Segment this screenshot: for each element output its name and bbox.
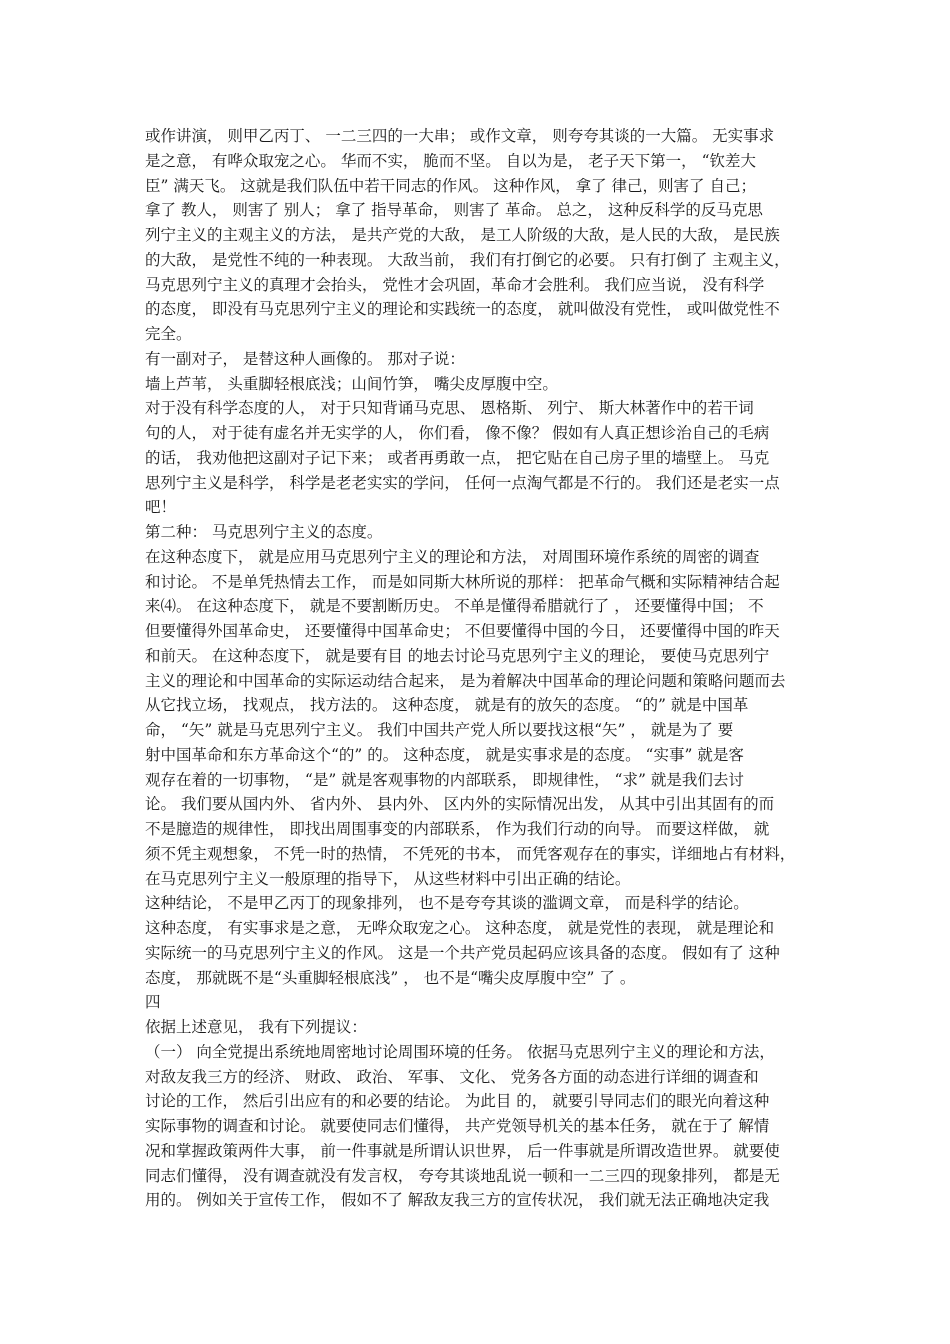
text-line: 依据上述意见， 我有下列提议：	[145, 1018, 367, 1036]
text-line: 在马克思列宁主义一般原理的指导下， 从这些材料中引出正确的结论。	[145, 869, 631, 888]
text-line: 句的人， 对于徒有虚名并无实学的人， 你们看， 像不像？ 假如有人真正想诊治自己的毛病	[145, 424, 770, 442]
text-line: 实际事物的调查和讨论。 就要使同志们懂得， 共产党领导机关的基本任务， 就在于了 解情	[145, 1117, 770, 1135]
text-line: 来⑷。 在这种态度下， 就是不要割断历史。 不单是懂得希腊就行了 ， 还要懂得中国； 不	[145, 597, 764, 616]
text-line: 不是臆造的规律性， 即找出周围事变的内部联系， 作为我们行动的向导。 而要这样做， 就	[145, 820, 770, 838]
text-line: 和讨论。 不是单凭热情去工作， 而是如同斯大林所说的那样： 把革命气概和实际精神结合起	[145, 572, 780, 591]
text-line: 和前天。 在这种态度下， 就是要有目 的地去讨论马克思列宁主义的理论， 要使马克思列宁	[145, 646, 770, 665]
text-line: 完全。	[145, 325, 192, 343]
text-line: 对敌友我三方的经济、 财政、 政治、 军事、 文化、 党务各方面的动态进行详细的调查和	[145, 1067, 759, 1086]
text-line: 主义的理论和中国革命的实际运动结合起来， 是为着解决中国革命的理论问题和策略问题而去	[145, 671, 786, 690]
text-line: 吧！	[145, 498, 177, 517]
text-line: 讨论的工作， 然后引出应有的和必要的结论。 为此目 的， 就要引导同志们的眼光向着这种	[145, 1092, 770, 1111]
text-line: 的大敌， 是党性不纯的一种表现。 大敌当前， 我们有打倒它的必要。 只有打倒了 主观主义，	[145, 250, 790, 269]
text-line: 实际统一的马克思列宁主义的作风。 这是一个共产党员起码应该具备的态度。 假如有了 这种	[145, 943, 780, 962]
text-line: 第二种： 马克思列宁主义的态度。	[145, 523, 383, 541]
text-line: 论。 我们要从国内外、 省内外、 县内外、 区内外的实际情况出发， 从其中引出其固有的而	[145, 795, 775, 814]
text-line: 四	[145, 993, 161, 1012]
text-line: 态度， 那就既不是“头重脚轻根底浅” ， 也不是“嘴尖皮厚腹中空” 了 。	[145, 968, 636, 987]
text-line: 对于没有科学态度的人， 对于只知背诵马克思、 恩格斯、 列宁、 斯大林著作中的若干词	[145, 399, 754, 418]
text-line: 在这种态度下， 就是应用马克思列宁主义的理论和方法， 对周围环境作系统的周密的调查	[145, 547, 760, 566]
text-line: 马克思列宁主义的真理才会抬头， 党性才会巩固，革命才会胜利。 我们应当说， 没有科学	[145, 275, 765, 294]
text-line: 的态度， 即没有马克思列宁主义的理论和实践统一的态度， 就叫做没有党性， 或叫做党性不	[145, 300, 780, 319]
text-line: 墙上芦苇， 头重脚轻根底浅；山间竹笋， 嘴尖皮厚腹中空。	[145, 374, 558, 393]
text-line: 须不凭主观想象， 不凭一时的热情， 不凭死的书本， 而凭客观存在的事实，详细地占有材料，	[145, 844, 796, 863]
text-line: 命， “矢” 就是马克思列宁主义。 我们中国共产党人所以要找这根“矢” ， 就是为了 要	[145, 721, 734, 739]
text-line: 臣” 满天飞。 这就是我们队伍中若干同志的作风。 这种作风， 拿了 律己，则害了 自己；	[145, 176, 756, 195]
text-line: 或作讲演， 则甲乙丙丁、 一二三四的一大串； 或作文章， 则夸夸其谈的一大篇。 无实事求	[145, 127, 775, 145]
text-line: （一） 向全党提出系统地周密地讨论周围环境的任务。 依据马克思列宁主义的理论和方法，	[145, 1042, 775, 1061]
text-line: 这种结论， 不是甲乙丙丁的现象排列， 也不是夸夸其谈的滥调文章， 而是科学的结论。	[145, 894, 749, 913]
text-line: 的话， 我劝他把这副对子记下来； 或者再勇敢一点， 把它贴在自己房子里的墙壁上。 马克	[145, 448, 770, 467]
text-line: 这种态度， 有实事求是之意， 无哗众取宠之心。 这种态度， 就是党性的表现， 就是理论和	[145, 919, 775, 937]
body-text	[145, 124, 815, 1213]
text-line: 射中国革命和东方革命这个“的” 的。 这种态度， 就是实事求是的态度。 “实事” 就是客	[145, 745, 744, 764]
text-line: 有一副对子， 是替这种人画像的。 那对子说：	[145, 349, 465, 368]
text-line: 是之意， 有哗众取宠之心。 华而不实， 脆而不坚。 自以为是， 老子天下第一， “钦差大	[145, 151, 756, 170]
text-line: 用的。 例如关于宣传工作， 假如不了 解敌友我三方的宣传状况， 我们就无法正确地决定我	[145, 1191, 770, 1210]
text-line: 同志们懂得， 没有调查就没有发言权， 夸夸其谈地乱说一顿和一二三四的现象排列， 都是无	[145, 1166, 780, 1185]
text-line: 况和掌握政策两件大事， 前一件事就是所谓认识世界， 后一件事就是所谓改造世界。 就要使	[145, 1141, 780, 1160]
text-line: 拿了 教人， 则害了 别人； 拿了 指导革命， 则害了 革命。 总之， 这种反科学的反马克思	[145, 201, 763, 220]
text-line: 观存在着的一切事物， “是” 就是客观事物的内部联系， 即规律性， “求” 就是我们去讨	[145, 770, 744, 789]
text-line: 思列宁主义是科学， 科学是老老实实的学问， 任何一点淘气都是不行的。 我们还是老实一点	[145, 473, 780, 492]
text-line: 列宁主义的主观主义的方法， 是共产党的大敌， 是工人阶级的大敌，是人民的大敌， 是民族	[145, 226, 780, 244]
text-line: 从它找立场， 找观点， 找方法的。 这种态度， 就是有的放矢的态度。 “的” 就是中国革	[145, 696, 749, 715]
text-line: 但要懂得外国革命史， 还要懂得中国革命史； 不但要懂得中国的今日， 还要懂得中国的昨天	[145, 622, 780, 640]
